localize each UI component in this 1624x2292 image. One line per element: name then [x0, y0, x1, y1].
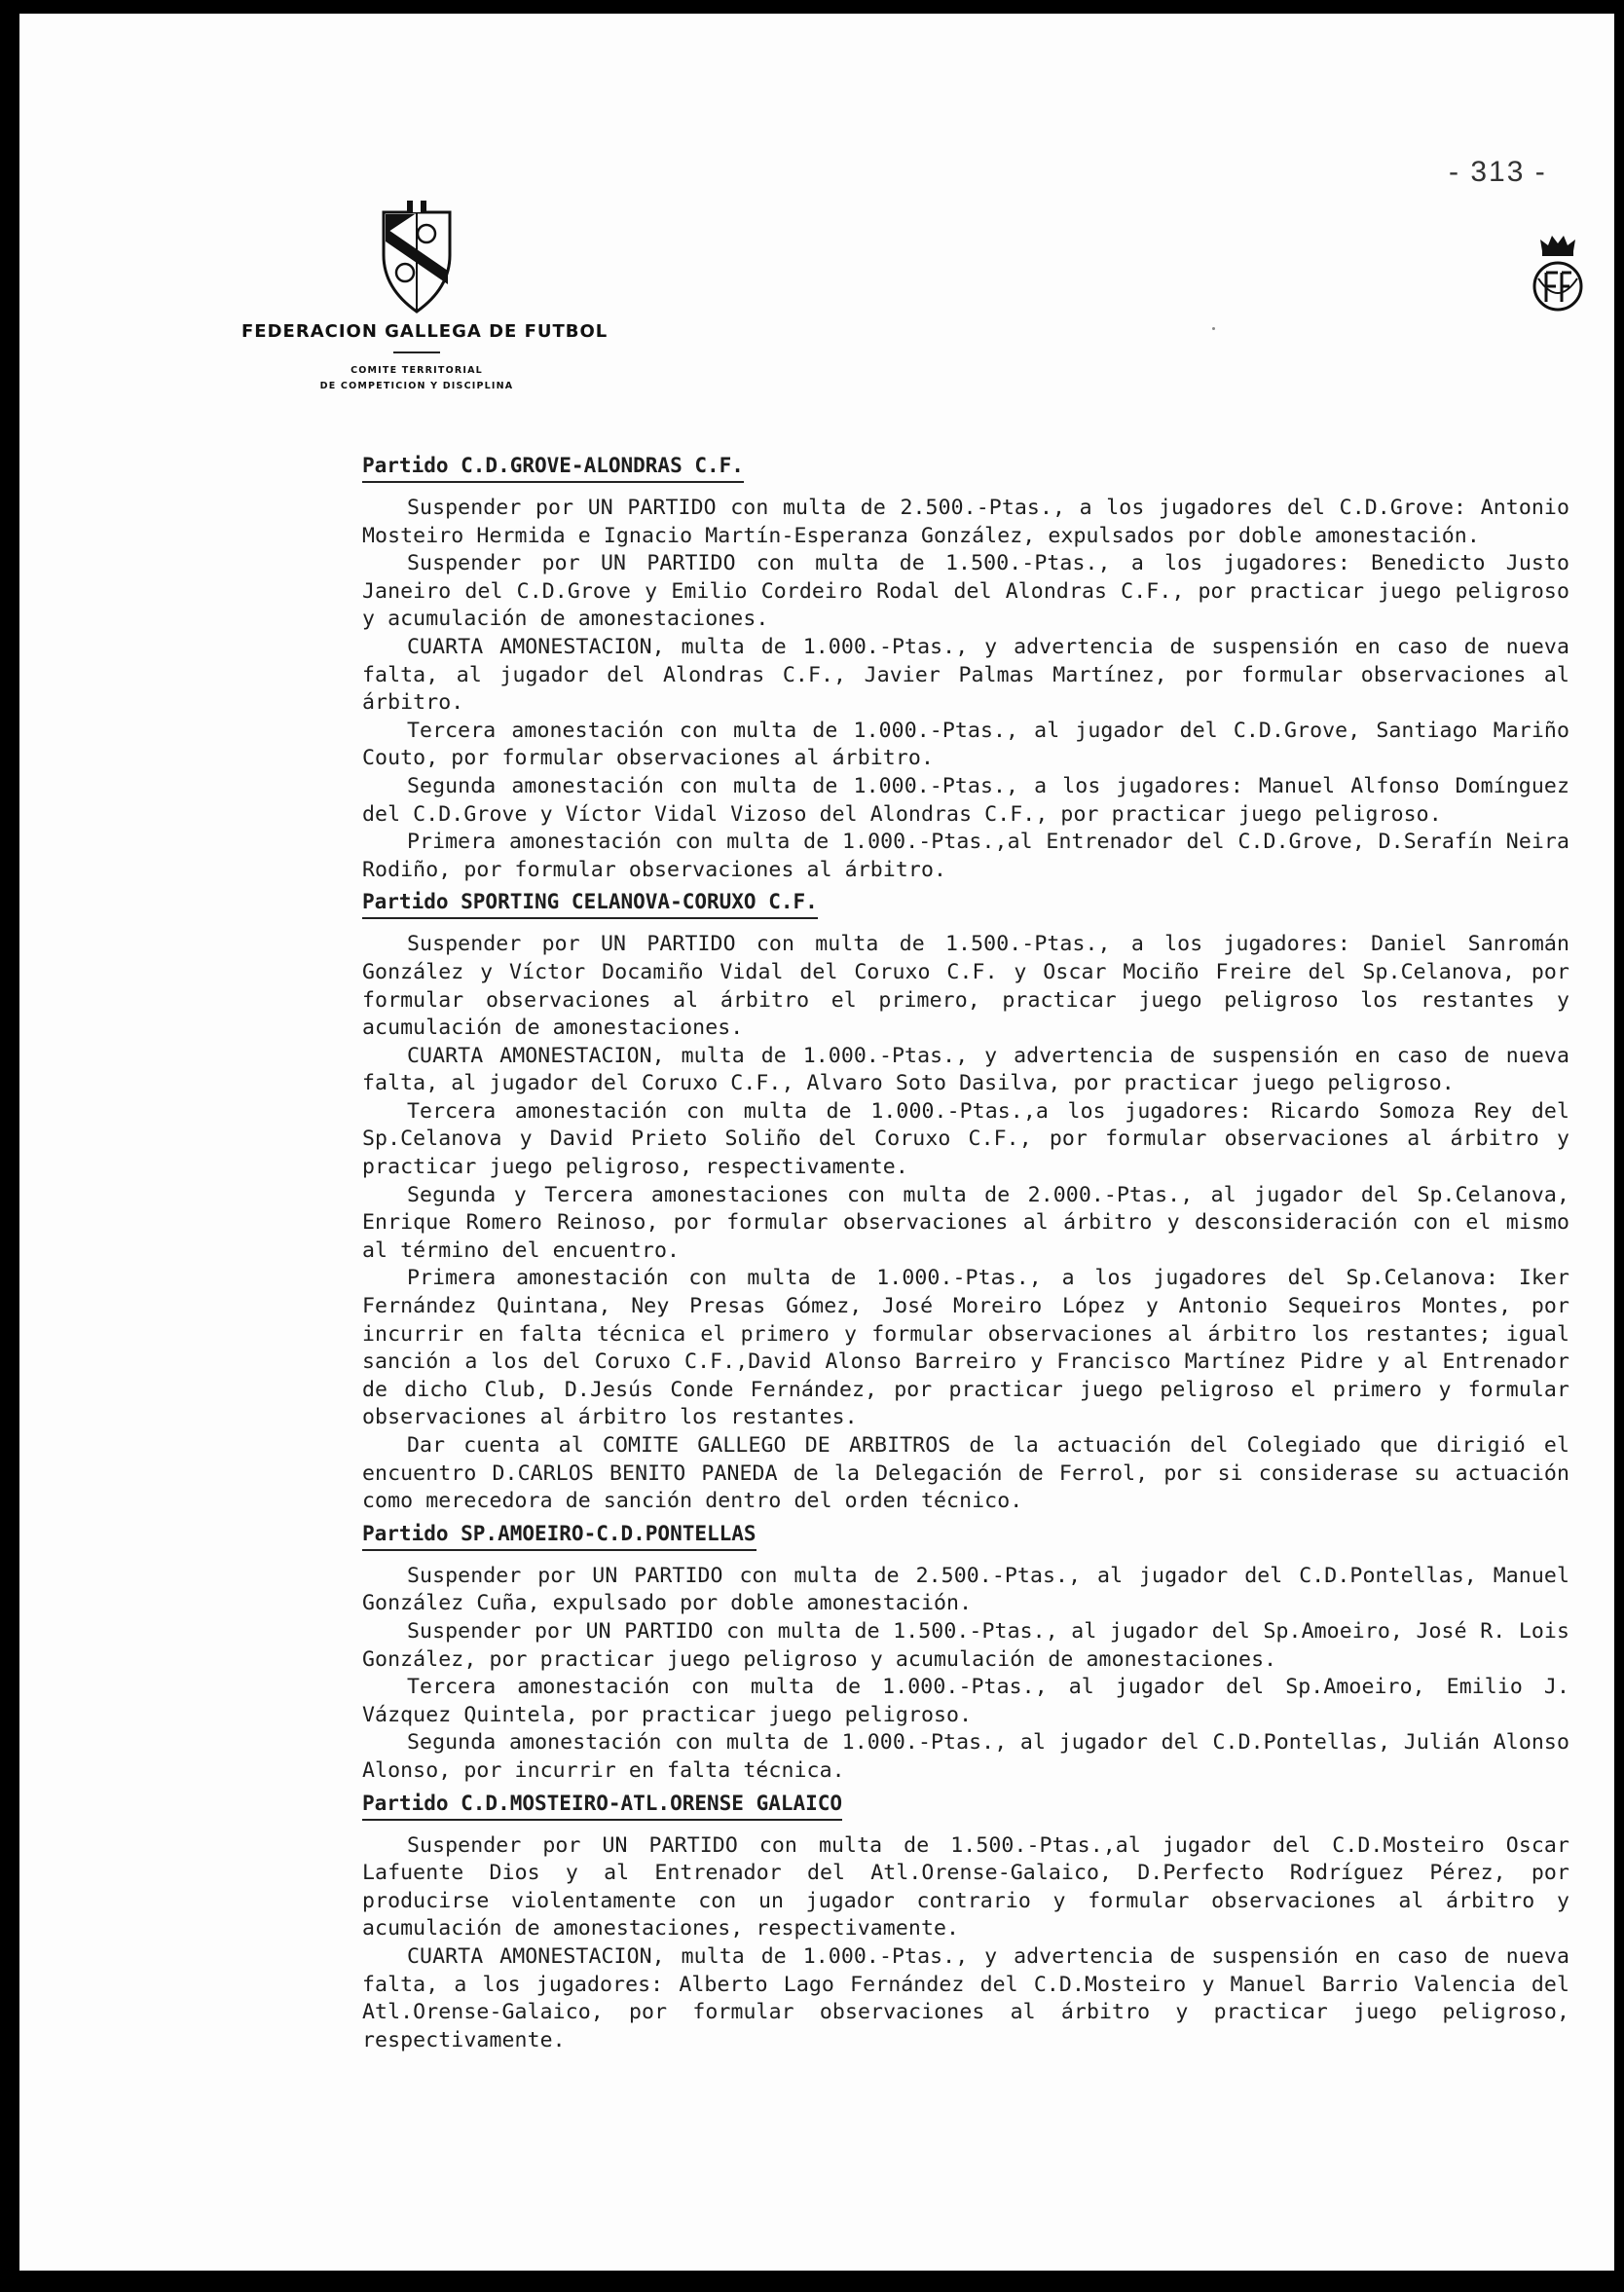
resolution-paragraph: Segunda amonestación con multa de 1.000.-Ptas., al jugador del C.D.Pontellas, Julián Alonso Alonso, por incurrir en falta técnica. [362, 1730, 1569, 1783]
page-number: - 313 - [1449, 156, 1547, 188]
resolution-paragraph: Tercera amonestación con multa de 1.000.-Ptas.,a los jugadores: Ricardo Somoza Rey del Sp.Celanova y David Prieto Soliño del Coruxo C.F., por formular observaciones al árbitro y practicar juego peligroso, respectivamente. [362, 1098, 1569, 1180]
resolution-paragraph: Suspender por UN PARTIDO con multa de 1.500.-Ptas.,al jugador del C.D.Mosteiro Oscar Lafuente Dios y al Entrenador del Atl.Orense-Galaico, D.Perfecto Rodríguez Pérez, por producirse violentamente con un jugador contrario y formular observaciones al árbitro y acumulación de amonestaciones, respectivamente. [362, 1832, 1569, 1941]
match-section [362, 888, 1569, 1515]
resolution-paragraph: Suspender por UN PARTIDO con multa de 1.500.-Ptas., al jugador del Sp.Amoeiro, José R. Lois González, por practicar juego peligroso y acumulación de amonestaciones. [362, 1618, 1569, 1672]
crowned-rfef-seal-icon [1527, 230, 1589, 317]
rfef-seal [1527, 230, 1589, 322]
document-page [19, 14, 1614, 2271]
match-section [362, 1790, 1569, 2055]
committee-line-2: DE COMPETICION Y DISCIPLINA [319, 381, 514, 391]
resolution-paragraph: Dar cuenta al COMITE GALLEGO DE ARBITROS de la actuación del Colegiado que dirigió el encuentro D.CARLOS BENITO PANEDA de la Delegación de Ferrol, por si considerase su actuación como merecedora de sanción dentro del orden técnico. [362, 1433, 1569, 1514]
shield-crest-icon [378, 199, 456, 315]
section-heading: Partido C.D.GROVE-ALONDRAS C.F. [362, 452, 744, 483]
resolution-paragraph: Segunda amonestación con multa de 1.000.-Ptas., a los jugadores: Manuel Alfonso Domínguez del C.D.Grove y Víctor Vidal Vizoso del Alondras C.F., por practicar juego peligroso. [362, 773, 1569, 827]
match-section [362, 452, 1569, 884]
resolution-paragraph: CUARTA AMONESTACION, multa de 1.000.-Ptas., y advertencia de suspensión en caso de nueva falta, a los jugadores: Alberto Lago Fernández del C.D.Mosteiro y Manuel Barrio Valencia del Atl.Orense-Galaico, por formular observaciones al árbitro y practicar juego peligroso, respectivamente. [362, 1943, 1569, 2052]
resolution-paragraph: Suspender por UN PARTIDO con multa de 2.500.-Ptas., al jugador del C.D.Pontellas, Manuel González Cuña, expulsado por doble amonestación. [362, 1563, 1569, 1616]
resolution-paragraph: Segunda y Tercera amonestaciones con multa de 2.000.-Ptas., al jugador del Sp.Celanova, Enrique Romero Reinoso, por formular observaciones al árbitro y desconsideración con el mismo al término del encuentro. [362, 1182, 1569, 1263]
resolution-paragraph: Tercera amonestación con multa de 1.000.-Ptas., al jugador del C.D.Grove, Santiago Mariño Couto, por formular observaciones al árbitro. [362, 718, 1569, 771]
resolution-paragraph: Suspender por UN PARTIDO con multa de 2.500.-Ptas., a los jugadores del C.D.Grove: Antonio Mosteiro Hermida e Ignacio Martín-Esperanza González, expulsados por doble amonestación. [362, 496, 1569, 548]
federation-letterhead [241, 199, 609, 394]
resolution-paragraph: Tercera amonestación con multa de 1.000.-Ptas., al jugador del Sp.Amoeiro, Emilio J. Vázquez Quintela, por practicar juego peligroso. [362, 1675, 1569, 1727]
resolution-paragraph: CUARTA AMONESTACION, multa de 1.000.-Ptas., y advertencia de suspensión en caso de nueva falta, al jugador del Coruxo C.F., Alvaro Soto Dasilva, por practicar juego peligroso. [362, 1043, 1569, 1096]
stray-mark [1212, 327, 1215, 330]
resolution-paragraph: CUARTA AMONESTACION, multa de 1.000.-Ptas., y advertencia de suspensión en caso de nueva falta, al jugador del Alondras C.F., Javier Palmas Martínez, por formular observaciones al árbitro. [362, 634, 1569, 716]
section-heading: Partido C.D.MOSTEIRO-ATL.ORENSE GALAICO [362, 1790, 842, 1821]
committee-line-1: COMITE TERRITORIAL [351, 365, 483, 376]
match-section [362, 1520, 1569, 1786]
section-heading: Partido SPORTING CELANOVA-CORUXO C.F. [362, 888, 818, 919]
letterhead-rule [393, 351, 440, 353]
resolution-paragraph: Primera amonestación con multa de 1.000.-Ptas.,al Entrenador del C.D.Grove, D.Serafín Neira Rodiño, por formular observaciones al árbitro. [362, 830, 1569, 882]
resolution-paragraph: Primera amonestación con multa de 1.000.-Ptas., a los jugadores del Sp.Celanova: Iker Fernández Quintana, Ney Presas Gómez, José Moreiro López y Antonio Sequeiros Montes, por incurrir en falta técnica el primero y formular observaciones al árbitro los restantes; igual sanción a los del Coruxo C.F.,David Alonso Barreiro y Francisco Martínez Pidre y al Entrenador de dicho Club, D.Jesús Conde Fernández, por practicar juego peligroso el primero y formular observaciones al árbitro los restantes. [362, 1266, 1569, 1430]
resolution-paragraph: Suspender por UN PARTIDO con multa de 1.500.-Ptas., a los jugadores: Benedicto Justo Janeiro del C.D.Grove y Emilio Cordeiro Rodal del Alondras C.F., por practicar juego peligroso y acumulación de amonestaciones. [362, 551, 1569, 632]
resolutions-body [362, 448, 1569, 2054]
organization-name: FEDERACION GALLEGA DE FUTBOL [241, 321, 609, 342]
section-heading: Partido SP.AMOEIRO-C.D.PONTELLAS [362, 1520, 757, 1551]
resolution-paragraph: Suspender por UN PARTIDO con multa de 1.500.-Ptas., a los jugadores: Daniel Sanromán González y Víctor Docamiño Vidal del Coruxo C.F. y Oscar Mociño Freire del Sp.Celanova, por formular observaciones al árbitro el primero, practicar juego peligroso los restantes y acumulación de amonestaciones. [362, 932, 1569, 1041]
